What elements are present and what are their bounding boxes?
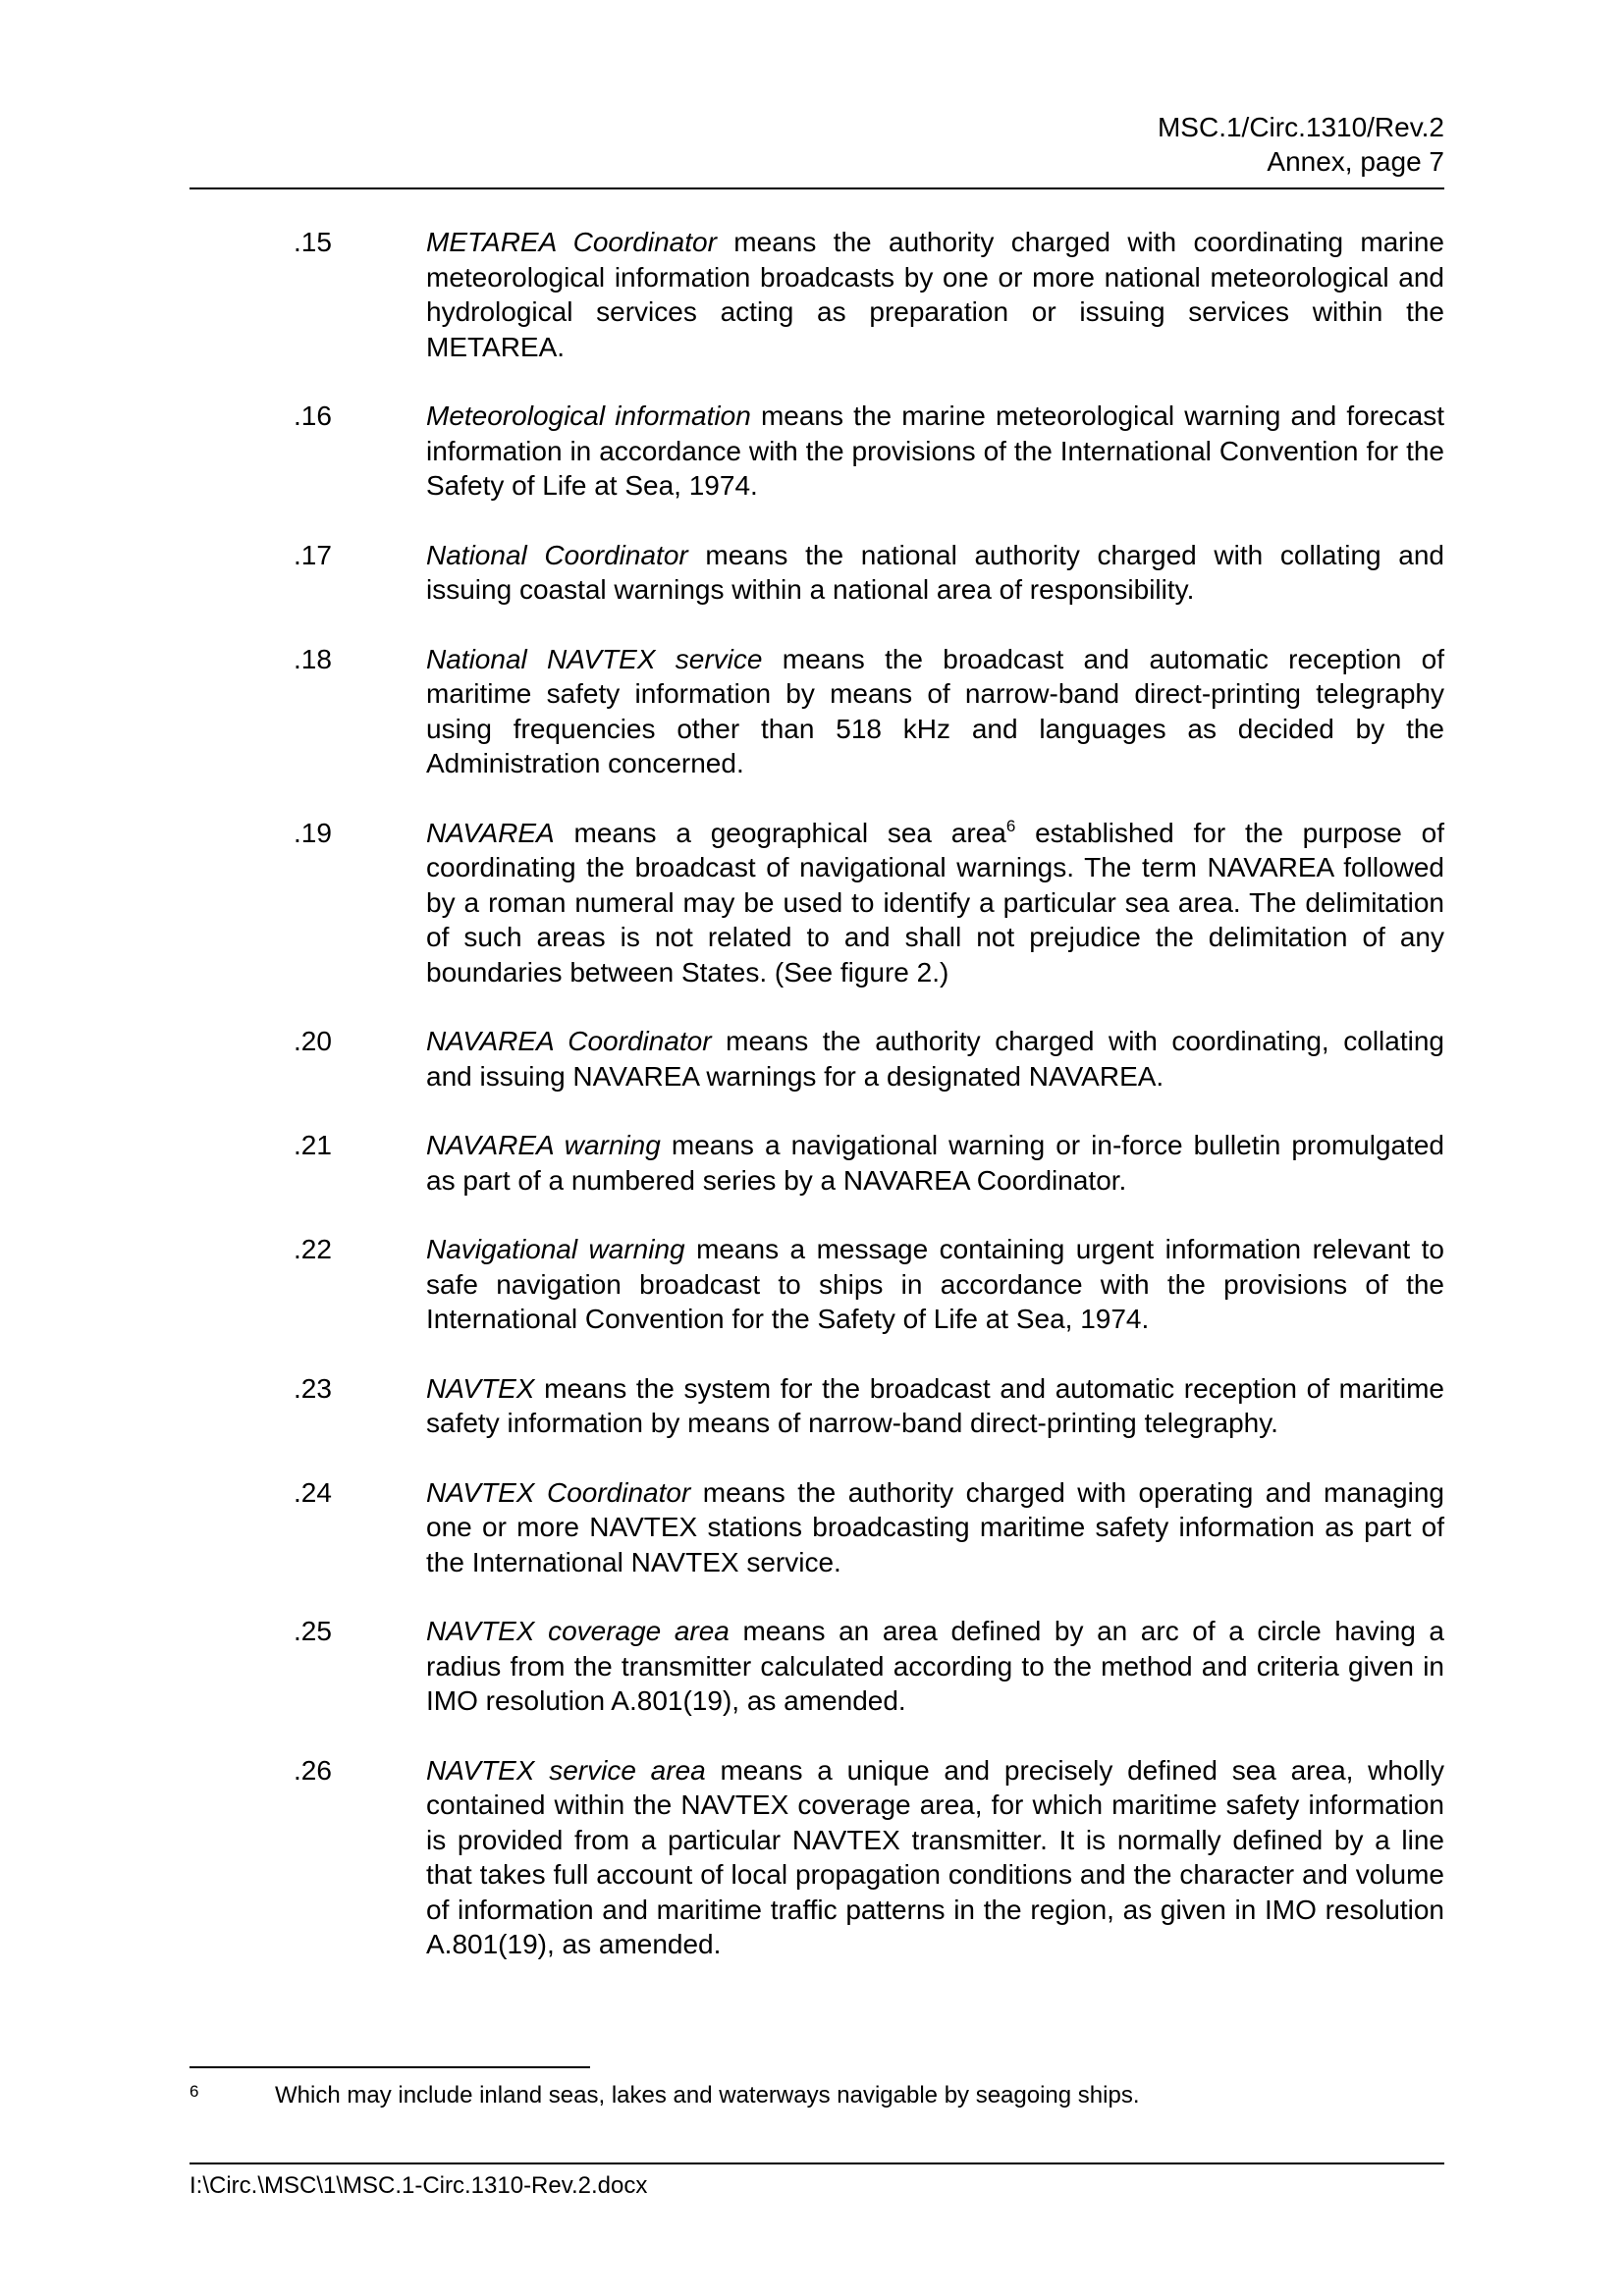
item-definition: means the national authority charged with collating and issuing coastal warnings within a national area of responsibility. <box>426 539 1444 605</box>
item-term: NAVTEX <box>426 1372 535 1404</box>
item-text <box>426 538 1444 608</box>
item-definition: means the authority charged with coordinating marine meteorological information broadcasts by one or more national meteorological and hydrological services acting as preparation or issuing services within the METAREA. <box>426 227 1444 362</box>
item-number: .17 <box>294 539 332 570</box>
item-term: NAVAREA <box>426 817 555 848</box>
item-term: NAVTEX Coordinator <box>426 1476 691 1508</box>
item-text <box>426 1024 1444 1094</box>
item-definition: means the marine meteorological warning and forecast information in accordance with the provisions of the International Convention for the Safety of Life at Sea, 1974. <box>426 400 1444 501</box>
item-term: METAREA Coordinator <box>426 227 717 257</box>
document-reference: MSC.1/Circ.1310/Rev.2 <box>1157 112 1444 142</box>
item-definition: means a unique and precisely defined sea area, wholly contained within the NAVTEX coverage area, for which maritime safety information is provided from a particular NAVTEX transmitter. It is normally defined by a line that takes full account of local propagation conditions and the character and volume of information and maritime traffic patterns in the region, as given in IMO resolution A.801(19), as amended. <box>426 1754 1444 1959</box>
item-number: .19 <box>294 817 332 848</box>
footnote-mark: 6 <box>189 2082 199 2101</box>
item-definition: means a navigational warning or in-force bulletin promulgated as part of a numbered series by a NAVAREA Coordinator. <box>426 1130 1445 1196</box>
definition-item <box>294 642 1444 781</box>
item-definition: means a message containing urgent information relevant to safe navigation broadcast to ships in accordance with the provisions of the International Convention for the Safety of Life at Sea, 1974. <box>426 1234 1444 1334</box>
item-number: .23 <box>294 1372 332 1404</box>
footnote <box>189 2081 1446 2110</box>
item-term: NAVAREA warning <box>426 1130 661 1160</box>
item-term: Meteorological information <box>426 400 751 431</box>
item-text <box>426 642 1444 781</box>
item-definition: means the authority charged with operating and managing one or more NAVTEX stations broadcasting maritime safety information as part of the International NAVTEX service. <box>426 1476 1444 1577</box>
item-definition: means the system for the broadcast and automatic reception of maritime safety information by means of narrow-band direct-printing telegraphy. <box>426 1372 1444 1438</box>
item-definition: means the authority charged with coordinating, collating and issuing NAVAREA warnings for a designated NAVAREA. <box>426 1026 1444 1092</box>
definition-item <box>294 399 1444 504</box>
item-number: .26 <box>294 1754 332 1786</box>
item-text <box>426 1128 1444 1198</box>
item-term: Navigational warning <box>426 1234 685 1264</box>
definition-item <box>294 1128 1444 1198</box>
item-number: .15 <box>294 227 332 257</box>
item-term: NAVAREA Coordinator <box>426 1026 712 1056</box>
definition-item <box>294 1753 1444 1962</box>
file-path-footer: I:\Circ.\MSC\1\MSC.1-Circ.1310-Rev.2.docx <box>189 2172 648 2199</box>
definition-item <box>294 1371 1444 1441</box>
page-number: Annex, page 7 <box>1267 146 1444 177</box>
item-definition-continued: established for the purpose of coordinating the broadcast of navigational warnings. The term NAVAREA followed by a roman numeral may be used to identify a particular sea area. The delimitation of such areas is not related to and shall not prejudice the delimitation of any boundaries between States. (See figure 2.) <box>426 817 1445 988</box>
footnote-text: Which may include inland seas, lakes and waterways navigable by seagoing ships. <box>275 2082 1140 2109</box>
item-text <box>426 1232 1444 1337</box>
definition-item <box>294 1024 1444 1094</box>
item-term: National Coordinator <box>426 539 688 570</box>
item-text <box>426 1753 1444 1962</box>
definition-item <box>294 816 1444 990</box>
item-number: .16 <box>294 400 332 431</box>
definitions-list <box>294 225 1444 1997</box>
item-text <box>426 816 1444 990</box>
footer-divider <box>189 2163 1444 2164</box>
item-term: NAVTEX coverage area <box>426 1616 730 1646</box>
item-term: NAVTEX service area <box>426 1754 706 1786</box>
item-text <box>426 1475 1444 1580</box>
item-text <box>426 225 1444 364</box>
item-number: .24 <box>294 1476 332 1508</box>
item-number: .21 <box>294 1130 332 1160</box>
definition-item <box>294 1232 1444 1337</box>
item-text <box>426 1614 1444 1719</box>
definition-item <box>294 1475 1444 1580</box>
footnote-reference[interactable]: 6 <box>1005 816 1016 835</box>
definition-item <box>294 1614 1444 1719</box>
item-number: .22 <box>294 1234 332 1264</box>
header-divider <box>189 187 1444 189</box>
footnote-divider <box>189 2066 590 2068</box>
item-number: .20 <box>294 1026 332 1056</box>
page-header <box>189 110 1444 179</box>
item-definition: means the broadcast and automatic reception of maritime safety information by means of narrow-band direct-printing telegraphy using frequencies other than 518 kHz and languages as decided by the Administration concerned. <box>426 643 1444 778</box>
item-term: National NAVTEX service <box>426 643 763 674</box>
item-definition: means a geographical sea area <box>554 817 1006 848</box>
item-definition: means an area defined by an arc of a circle having a radius from the transmitter calculated according to the method and criteria given in IMO resolution A.801(19), as amended. <box>426 1616 1444 1716</box>
definition-item <box>294 538 1444 608</box>
item-number: .25 <box>294 1616 332 1646</box>
item-text <box>426 399 1444 504</box>
definition-item <box>294 225 1444 364</box>
item-text <box>426 1371 1444 1441</box>
item-number: .18 <box>294 643 332 674</box>
